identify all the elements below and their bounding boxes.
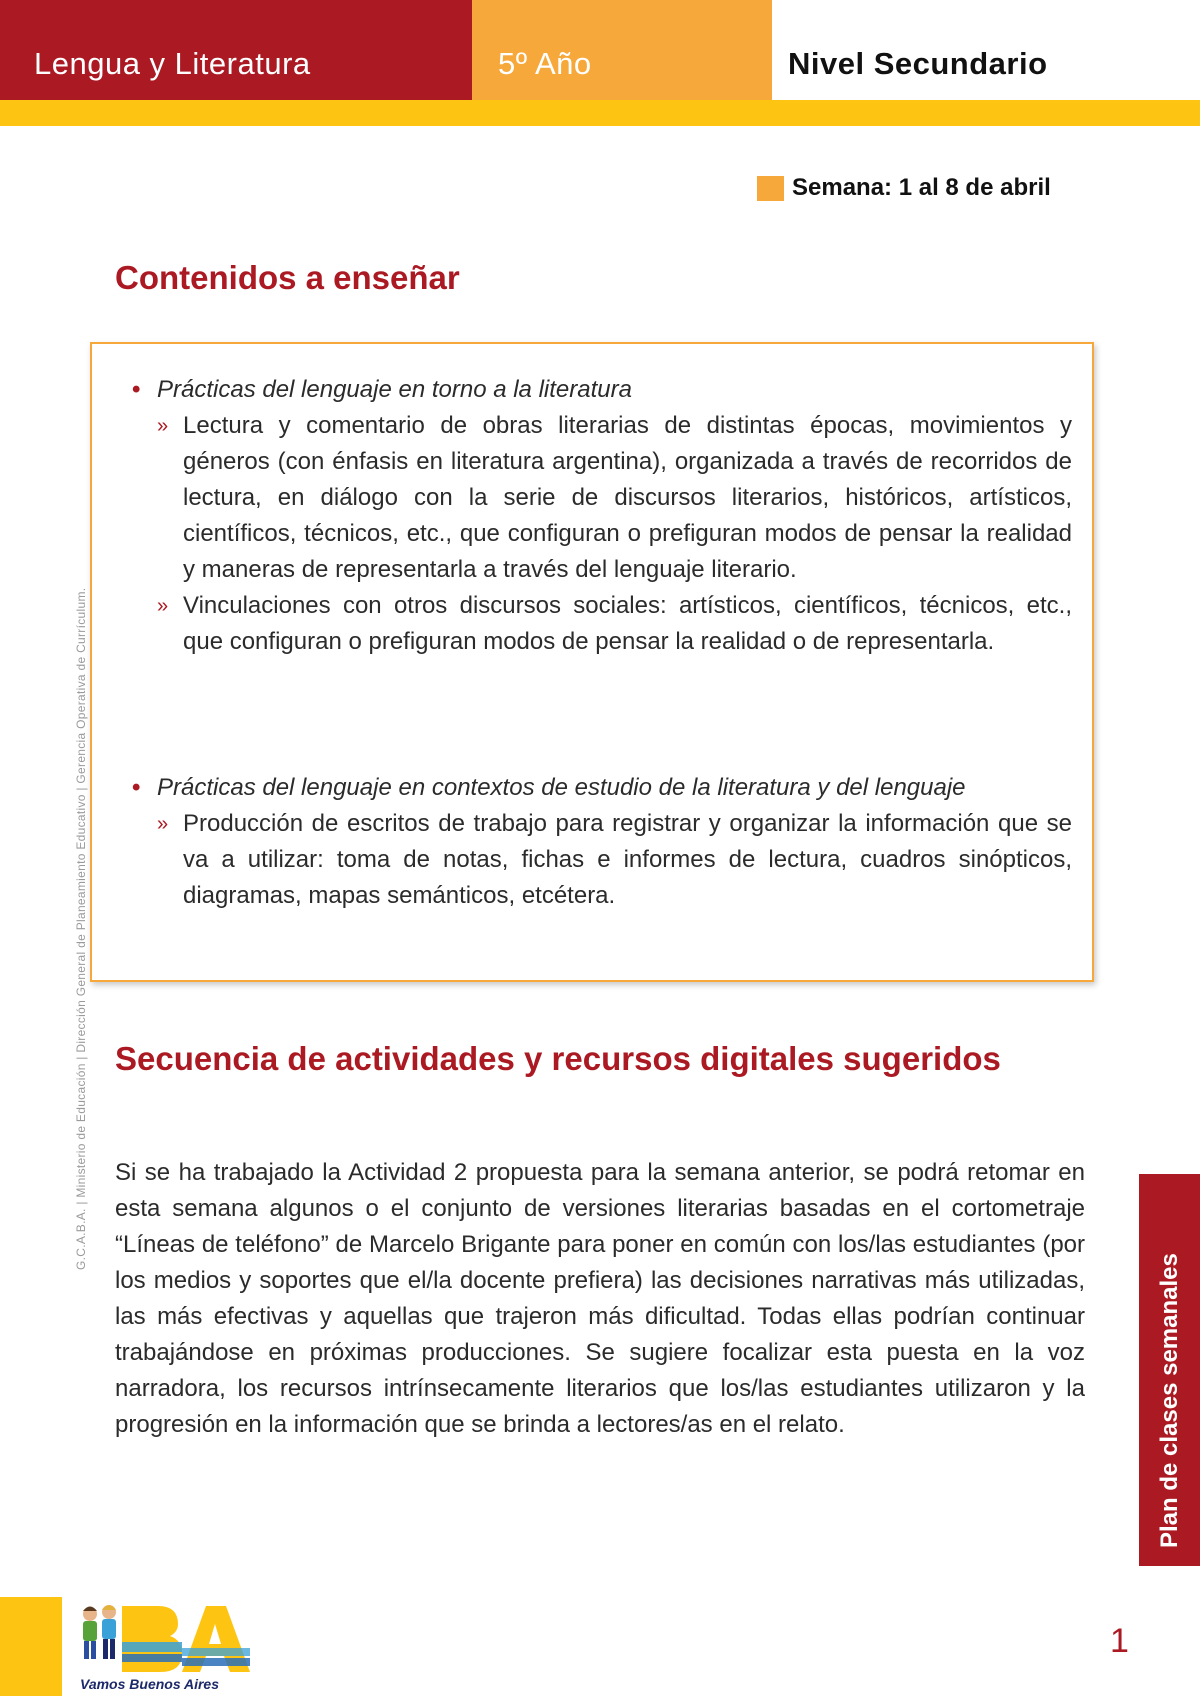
- week-marker-icon: [757, 176, 784, 201]
- side-tab-label: Plan de clases semanales: [1156, 1253, 1183, 1548]
- header-year: 5º Año: [498, 46, 592, 81]
- contenido-subitem: [132, 806, 1072, 914]
- contenido-subitem: [132, 588, 1072, 660]
- chevron-right-icon: »: [157, 415, 169, 437]
- contenidos-heading: Contenidos a enseñar: [115, 259, 460, 296]
- chevron-right-icon: »: [157, 595, 169, 617]
- page-header: [0, 0, 1200, 100]
- contenido-subitem-text: Producción de escritos de trabajo para registrar y organizar la información que se va a utilizar: toma de notas, fichas e informes de lectura, cuadros sinópticos, diagramas, mapas semánticos, etcétera.: [183, 810, 1072, 909]
- week-text: Semana: 1 al 8 de abril: [792, 174, 1051, 201]
- bullet-icon: •: [132, 376, 141, 403]
- header-subject-block: [0, 0, 472, 100]
- side-tab: [1139, 1174, 1200, 1566]
- contenido-item: [132, 372, 1072, 660]
- header-subject: Lengua y Literatura: [34, 46, 311, 81]
- contenido-subitem-text: Vinculaciones con otros discursos sociales: artísticos, científicos, técnicos, etc., que configuran o prefiguran modos de pensar la realidad o de representarla.: [183, 592, 1072, 655]
- header-yellow-band: [0, 100, 1200, 126]
- page-number: 1: [1110, 1622, 1129, 1660]
- chevron-right-icon: »: [157, 813, 169, 835]
- logo-caption: Vamos Buenos Aires: [80, 1676, 220, 1692]
- contenido-item-title: Prácticas del lenguaje en torno a la literatura: [157, 376, 632, 403]
- contenido-item-title: Prácticas del lenguaje en contextos de estudio de la literatura y del lenguaje: [157, 774, 966, 801]
- contenido-subitem-text: Lectura y comentario de obras literarias de distintas épocas, movimientos y géneros (con énfasis en literatura argentina), organizada a través de recorridos de lectura, en diálogo con la serie de discursos literarios, históricos, artísticos, científicos, técnicos, etc., que configuran o prefiguran modos de pensar la realidad y maneras de representarla a través del lenguaje literario.: [183, 412, 1072, 583]
- secuencia-heading: Secuencia de actividades y recursos digitales sugeridos: [115, 1040, 1001, 1077]
- header-level-block: [772, 0, 1200, 100]
- credit-line: G.C.A.B.A. | Ministerio de Educación | Dirección General de Planeamiento Educativo | Gerencia Operativa de Currículum.: [74, 587, 88, 1270]
- contenidos-box: [90, 342, 1094, 982]
- header-year-block: [472, 0, 772, 100]
- header-level: Nivel Secundario: [788, 46, 1048, 81]
- contenido-subitem: [132, 408, 1072, 588]
- week-label: [757, 173, 1051, 203]
- footer-yellow-strip: [0, 1597, 62, 1696]
- secuencia-paragraph: Si se ha trabajado la Actividad 2 propuesta para la semana anterior, se podrá retomar en esta semana algunos o el conjunto de versiones literarias basadas en el cortometraje “Líneas de teléfono” de Marcelo Brigante para poner en común con los/las estudiantes (por los medios y soportes que el/la docente prefiera) las decisiones narrativas más utilizadas, las más efectivas y aquellas que trajeron más dificultad. Todas ellas podrían continuar trabajándose en próximas producciones. Se sugiere focalizar esta puesta en la voz narradora, los recursos intrínsecamente literarios que los/las estudiantes utilizaron y la progresión en la información que se brinda a lectores/as en el relato.: [115, 1159, 1085, 1438]
- bullet-icon: •: [132, 774, 141, 801]
- contenido-item: [132, 770, 1072, 914]
